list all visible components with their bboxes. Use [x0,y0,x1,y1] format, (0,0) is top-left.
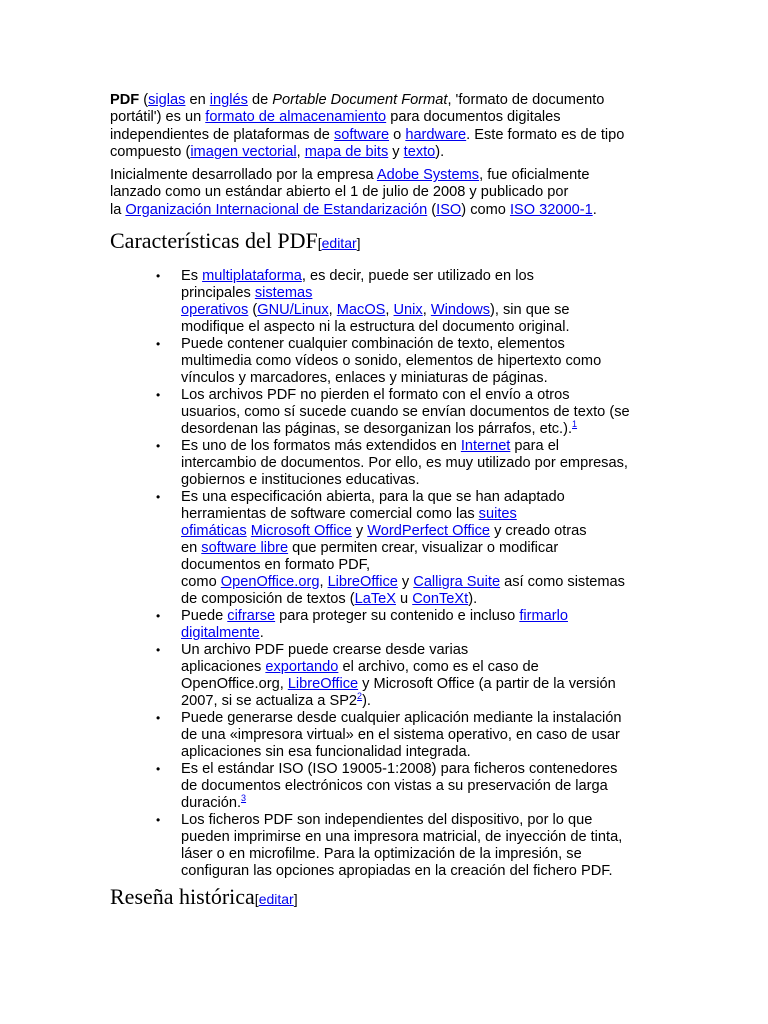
link-texto[interactable]: texto [403,143,436,160]
text: Es uno de los formatos más extendidos en [181,438,461,455]
text-line [181,540,658,557]
text-line: vínculos y marcadores, enlaces y miniaturas de páginas. [181,370,548,387]
pdf-term: PDF [110,92,140,108]
text-line [110,109,658,126]
list-item [110,268,658,336]
text: herramientas de software comercial como las [181,506,479,523]
text: Inicialmente desarrollado por la empresa [110,167,377,184]
text: aplicaciones [181,659,266,676]
text: para el [510,438,560,455]
text-line [181,625,658,642]
link-ingles[interactable]: inglés [209,92,248,108]
link-sistemas-operativos[interactable]: sistemas [254,285,313,302]
list-item [110,608,658,642]
text: de composición de textos ( [181,591,355,608]
bullet-icon: • [156,762,161,777]
text: o [389,126,406,143]
text-line [181,268,658,285]
text: , [328,302,337,319]
text-line: multimedia como vídeos o sonido, elementos de hipertexto como [181,353,602,370]
text-line: lanzado como un estándar abierto el 1 de julio de 2008 y publicado por [110,184,569,201]
text-line: Es una especificación abierta, para la que se han adaptado [181,489,565,506]
text-line [181,438,658,455]
text: , [319,574,328,591]
edit-link[interactable]: editar [258,891,294,908]
text-line [181,574,658,591]
edit-link[interactable]: editar [321,235,357,252]
list-item [110,387,658,438]
link-multiplataforma[interactable]: multiplataforma [202,268,302,285]
text: ), sin que se [490,302,570,319]
text-line [181,421,658,438]
bullet-icon: • [156,643,161,658]
text-line: gobiernos e instituciones educativas. [181,472,420,489]
text-line [181,523,658,540]
text-line: Puede contener cualquier combinación de texto, elementos [181,336,565,353]
list-item [110,812,658,880]
text-line: Los archivos PDF no pierden el formato con el envío a otros [181,387,570,404]
text-line: de una «impresora virtual» en el sistema operativo, en caso de usar [181,727,620,744]
text: . Este formato es de tipo [466,126,625,143]
link-openoffice[interactable]: OpenOffice.org [220,574,320,591]
text-line [110,144,658,161]
link-wordperfect-office[interactable]: WordPerfect Office [367,523,491,540]
link-exportando[interactable]: exportando [265,659,339,676]
text-line [110,167,658,184]
list-item [110,642,658,710]
article [110,92,658,912]
link-firmarlo-digitalmente[interactable]: firmarlo [519,608,568,625]
text-line: Puede generarse desde cualquier aplicación mediante la instalación [181,710,622,727]
text: principales [181,285,255,302]
text: OpenOffice.org, [181,676,288,693]
edit-bracket [318,235,361,251]
intro-paragraph [110,92,658,161]
text-line [181,676,658,693]
text: ( [139,92,149,108]
bullet-icon: • [156,490,161,505]
text: y [351,523,368,540]
link-iso-32000-1[interactable]: ISO 32000-1 [509,201,593,218]
bullet-icon: • [156,609,161,624]
text: en [185,92,210,108]
text-line [181,693,658,710]
text: independientes de plataformas de [110,126,334,143]
text-line [110,92,658,109]
text-line: de documentos electrónicos con vistas a su preservación de larga [181,778,608,795]
text: portátil') es un [110,109,206,126]
text-line [181,302,658,319]
link-windows[interactable]: Windows [430,302,491,319]
section-heading-resena-historica [110,884,658,912]
bracket: ] [293,891,298,908]
text: ) como [461,201,510,218]
text: , [296,143,305,160]
pdf-full-name: Portable Document Format [272,92,448,108]
link-suites-ofimaticas[interactable]: ofimáticas [181,523,247,540]
list-item [110,438,658,489]
link-libreoffice[interactable]: LibreOffice [327,574,398,591]
link-unix[interactable]: Unix [393,302,423,319]
text: así como sistemas [500,574,625,591]
link-calligra-suite[interactable]: Calligra Suite [413,574,501,591]
list-item [110,761,658,812]
text: . [259,625,264,642]
text-line [181,659,658,676]
text-line: pueden imprimirse en una impresora matricial, de inyección de tinta, [181,829,623,846]
bullet-icon: • [156,337,161,352]
bracket: [ [317,235,322,252]
text-line: Los ficheros PDF son independientes del dispositivo, por lo que [181,812,593,829]
text: , 'formato de documento [447,92,605,108]
link-cifrarse[interactable]: cifrarse [227,608,276,625]
history-paragraph [110,167,658,219]
text: , fue oficialmente [479,167,590,184]
bracket: ] [356,235,361,252]
text: la [110,201,126,218]
link-adobe-systems[interactable]: Adobe Systems [376,167,480,184]
text: y [397,574,414,591]
bullet-icon: • [156,711,161,726]
edit-bracket [255,891,298,907]
text: que permiten crear, visualizar o modificar [288,540,559,557]
reference-link-3[interactable]: 3 [241,793,247,804]
text: compuesto ( [110,143,191,160]
text: y creado otras [490,523,587,540]
link-organizacion-iso[interactable]: Organización Internacional de Estandarización [125,201,428,218]
link-firmarlo-digitalmente[interactable]: digitalmente [181,625,260,642]
text: desordenan las páginas, se desorganizan los párrafos, etc.). [181,421,573,438]
text: en [181,540,202,557]
text-line: Un archivo PDF puede crearse desde varias [181,642,469,659]
text: para documentos digitales [386,109,561,126]
link-formato-almacenamiento[interactable]: formato de almacenamiento [205,109,387,126]
text-line [110,202,658,219]
text-line [181,506,658,523]
text-line: configuran las opciones apropiadas en la creación del fichero PDF. [181,863,613,880]
text: , es decir, puede ser utilizado en los [301,268,534,285]
text-line: aplicaciones sin esa funcionalidad integrada. [181,744,471,761]
text-line [181,608,658,625]
text: duración. [181,795,242,812]
link-software[interactable]: software [333,126,390,143]
text: , [385,302,394,319]
link-siglas[interactable]: siglas [148,92,186,108]
text: . [592,201,597,218]
link-microsoft-office[interactable]: Microsoft Office [250,523,352,540]
link-latex[interactable]: LaTeX [354,591,396,608]
text: ). [435,143,445,160]
text-line: modifique el aspecto ni la estructura del documento original. [181,319,570,336]
text-line [181,285,658,302]
text-line: intercambio de documentos. Por ello, es muy utilizado por empresas, [181,455,628,472]
link-iso[interactable]: ISO [436,201,462,218]
text: Puede [181,608,228,625]
text-line [181,795,658,812]
link-software-libre[interactable]: software libre [201,540,289,557]
link-suites-ofimaticas[interactable]: suites [478,506,517,523]
reference-link-1[interactable]: 1 [572,419,578,430]
link-mapa-de-bits[interactable]: mapa de bits [304,143,389,160]
text: como [181,574,221,591]
reference-link-2[interactable]: 2 [357,691,363,702]
text: , [422,302,431,319]
text-line: usuarios, como sí sucede cuando se envían documentos de texto (se [181,404,630,421]
bullet-icon: • [156,388,161,403]
text: y Microsoft Office (a partir de la versión [358,676,616,693]
list-item [110,489,658,608]
link-libreoffice[interactable]: LibreOffice [287,676,359,693]
text: ). [468,591,478,608]
list-item [110,336,658,387]
text-line: Es el estándar ISO (ISO 19005-1:2008) para ficheros contenedores [181,761,618,778]
bullet-icon: • [156,439,161,454]
link-imagen-vectorial[interactable]: imagen vectorial [190,143,297,160]
list-item [110,710,658,761]
link-context[interactable]: ConTeXt [412,591,469,608]
link-gnu-linux[interactable]: GNU/Linux [257,302,329,319]
features-list [110,268,658,880]
text: u [395,591,413,608]
text: de [247,92,273,108]
text-line: documentos en formato PDF, [181,557,370,574]
link-hardware[interactable]: hardware [405,126,467,143]
bracket: [ [254,891,259,908]
text-line [181,591,658,608]
text-line: láser o en microfilme. Para la optimización de la impresión, se [181,846,582,863]
section-heading-caracteristicas [110,228,658,256]
text: el archivo, como es el caso de [338,659,539,676]
link-macos[interactable]: MacOS [336,302,386,319]
heading-text: Reseña histórica [110,884,255,910]
link-internet[interactable]: Internet [460,438,511,455]
bullet-icon: • [156,269,161,284]
heading-text: Características del PDF [110,228,318,254]
text: 2007, si se actualiza a SP2 [181,693,358,710]
text: para proteger su contenido e incluso [275,608,520,625]
bullet-icon: • [156,813,161,828]
text: Es [181,268,203,285]
link-sistemas-operativos[interactable]: operativos [181,302,249,319]
text: ( [427,201,437,218]
text: y [388,143,404,160]
text: ( [248,302,258,319]
text-line [110,127,658,144]
text: ). [362,693,371,710]
